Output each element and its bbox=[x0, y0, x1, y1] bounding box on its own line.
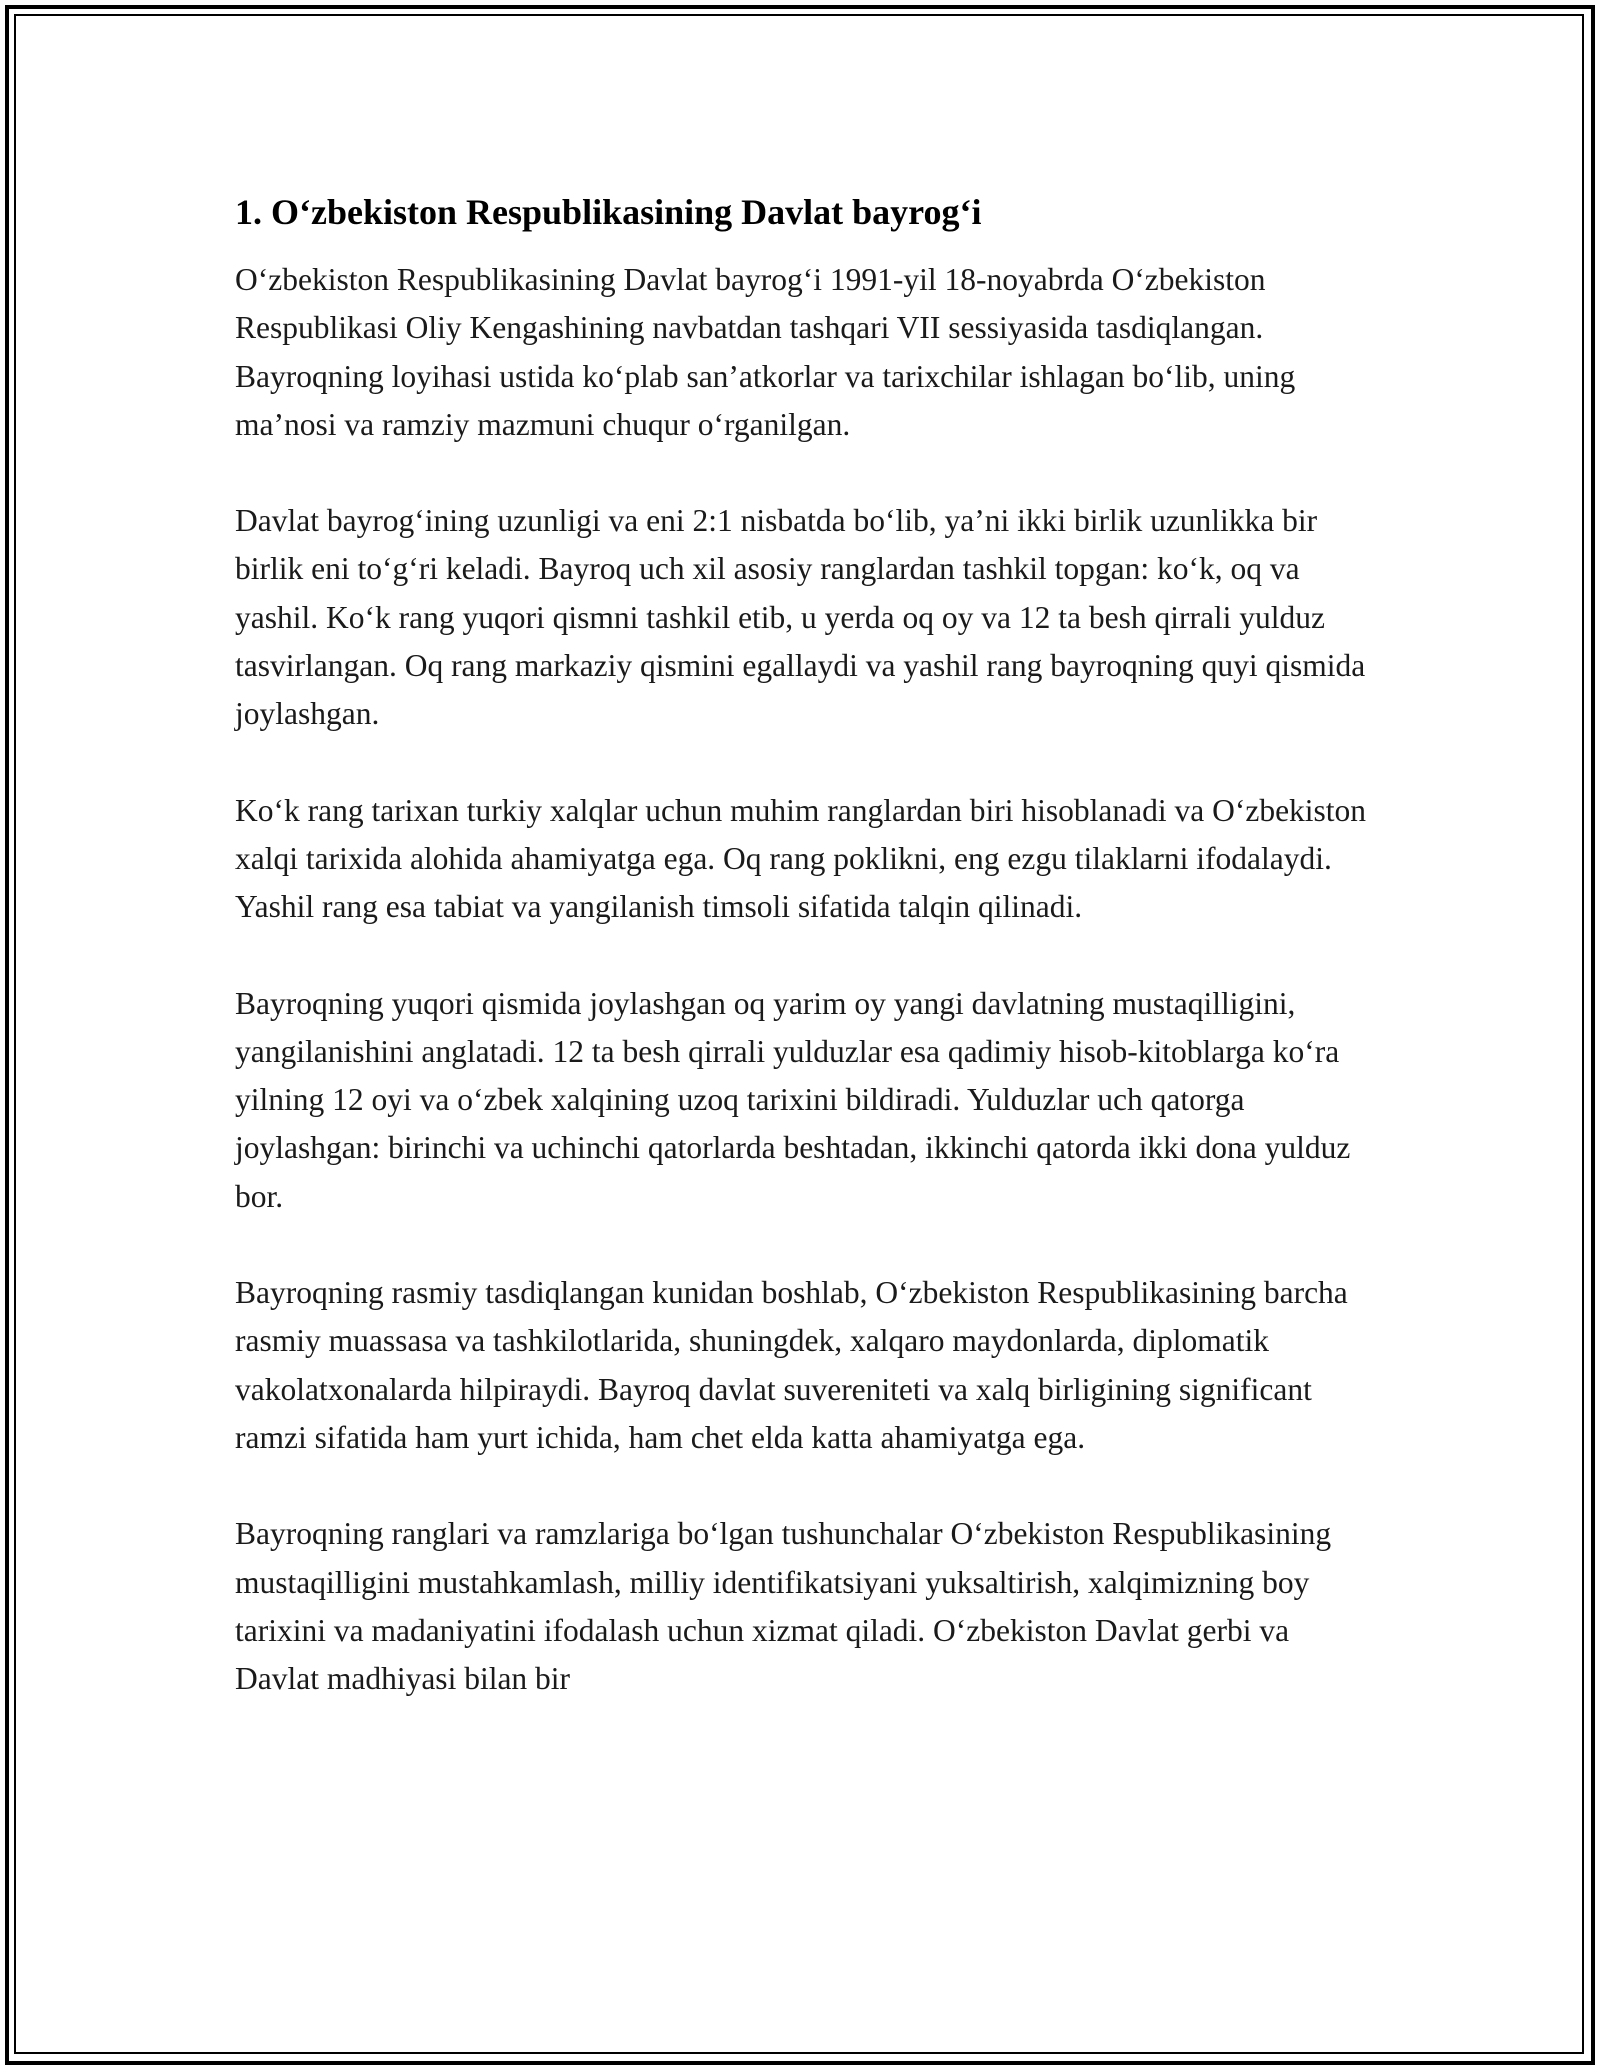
document-body bbox=[235, 188, 1370, 1751]
paragraph-4: Bayroqning yuqori qismida joylashgan oq yarim oy yangi davlatning mustaqilligini, yangilanishini anglatadi. 12 ta besh qirrali yulduzlar esa qadimiy hisob-kitoblarga ko‘ra yilning 12 oyi va o‘zbek xalqining uzoq tarixini bildiradi. Yulduzlar uch qatorga joylashgan: birinchi va uchinchi qatorlarda beshtadan, ikkinchi qatorda ikki dona yulduz bor. bbox=[235, 985, 1351, 1214]
section-heading: 1. O‘zbekiston Respublikasining Davlat bayrog‘i bbox=[235, 192, 982, 232]
paragraph-1: O‘zbekiston Respublikasining Davlat bayrog‘i 1991-yil 18-noyabrda O‘zbekiston Respublikasi Oliy Kengashining navbatdan tashqari VII sessiyasida tasdiqlangan. Bayroqning loyihasi ustida ko‘plab san’atkorlar va tarixchilar ishlagan bo‘lib, uning ma’nosi va ramziy mazmuni chuqur o‘rganilgan. bbox=[235, 262, 1296, 442]
paragraph-5: Bayroqning rasmiy tasdiqlangan kunidan boshlab, O‘zbekiston Respublikasining barcha rasmiy muassasa va tashkilotlarida, shuningdek, xalqaro maydonlarda, diplomatik vakolatxonalarda hilpiraydi. Bayroq davlat suvereniteti va xalq birligining significant ramzi sifatida ham yurt ichida, ham chet elda katta ahamiyatga ega. bbox=[235, 1275, 1348, 1455]
paragraph-3: Ko‘k rang tarixan turkiy xalqlar uchun muhim ranglardan biri hisoblanadi va O‘zbekiston xalqi tarixida alohida ahamiyatga ega. Oq rang poklikni, eng ezgu tilaklarni ifodalaydi. Yashil rang esa tabiat va yangilanish timsoli sifatida talqin qilinadi. bbox=[235, 792, 1367, 925]
paragraph-6: Bayroqning ranglari va ramzlariga bo‘lgan tushunchalar O‘zbekiston Respublikasining mustaqilligini mustahkamlash, milliy identifikatsiyani yuksaltirish, xalqimizning boy tarixini va madaniyatini ifodalash uchun xizmat qiladi. O‘zbekiston Davlat gerbi va Davlat madhiyasi bilan bir bbox=[235, 1516, 1332, 1697]
paragraph-2: Davlat bayrog‘ining uzunligi va eni 2:1 nisbatda bo‘lib, ya’ni ikki birlik uzunlikka bir birlik eni to‘g‘ri keladi. Bayroq uch xil asosiy ranglardan tashkil topgan: ko‘k, oq va yashil. Ko‘k rang yuqori qismni tashkil etib, u yerda oq oy va 12 ta besh qirrali yulduz tasvirlangan. Oq rang markaziy qismini egallaydi va yashil rang bayroqning quyi qismida joylashgan. bbox=[235, 503, 1366, 732]
